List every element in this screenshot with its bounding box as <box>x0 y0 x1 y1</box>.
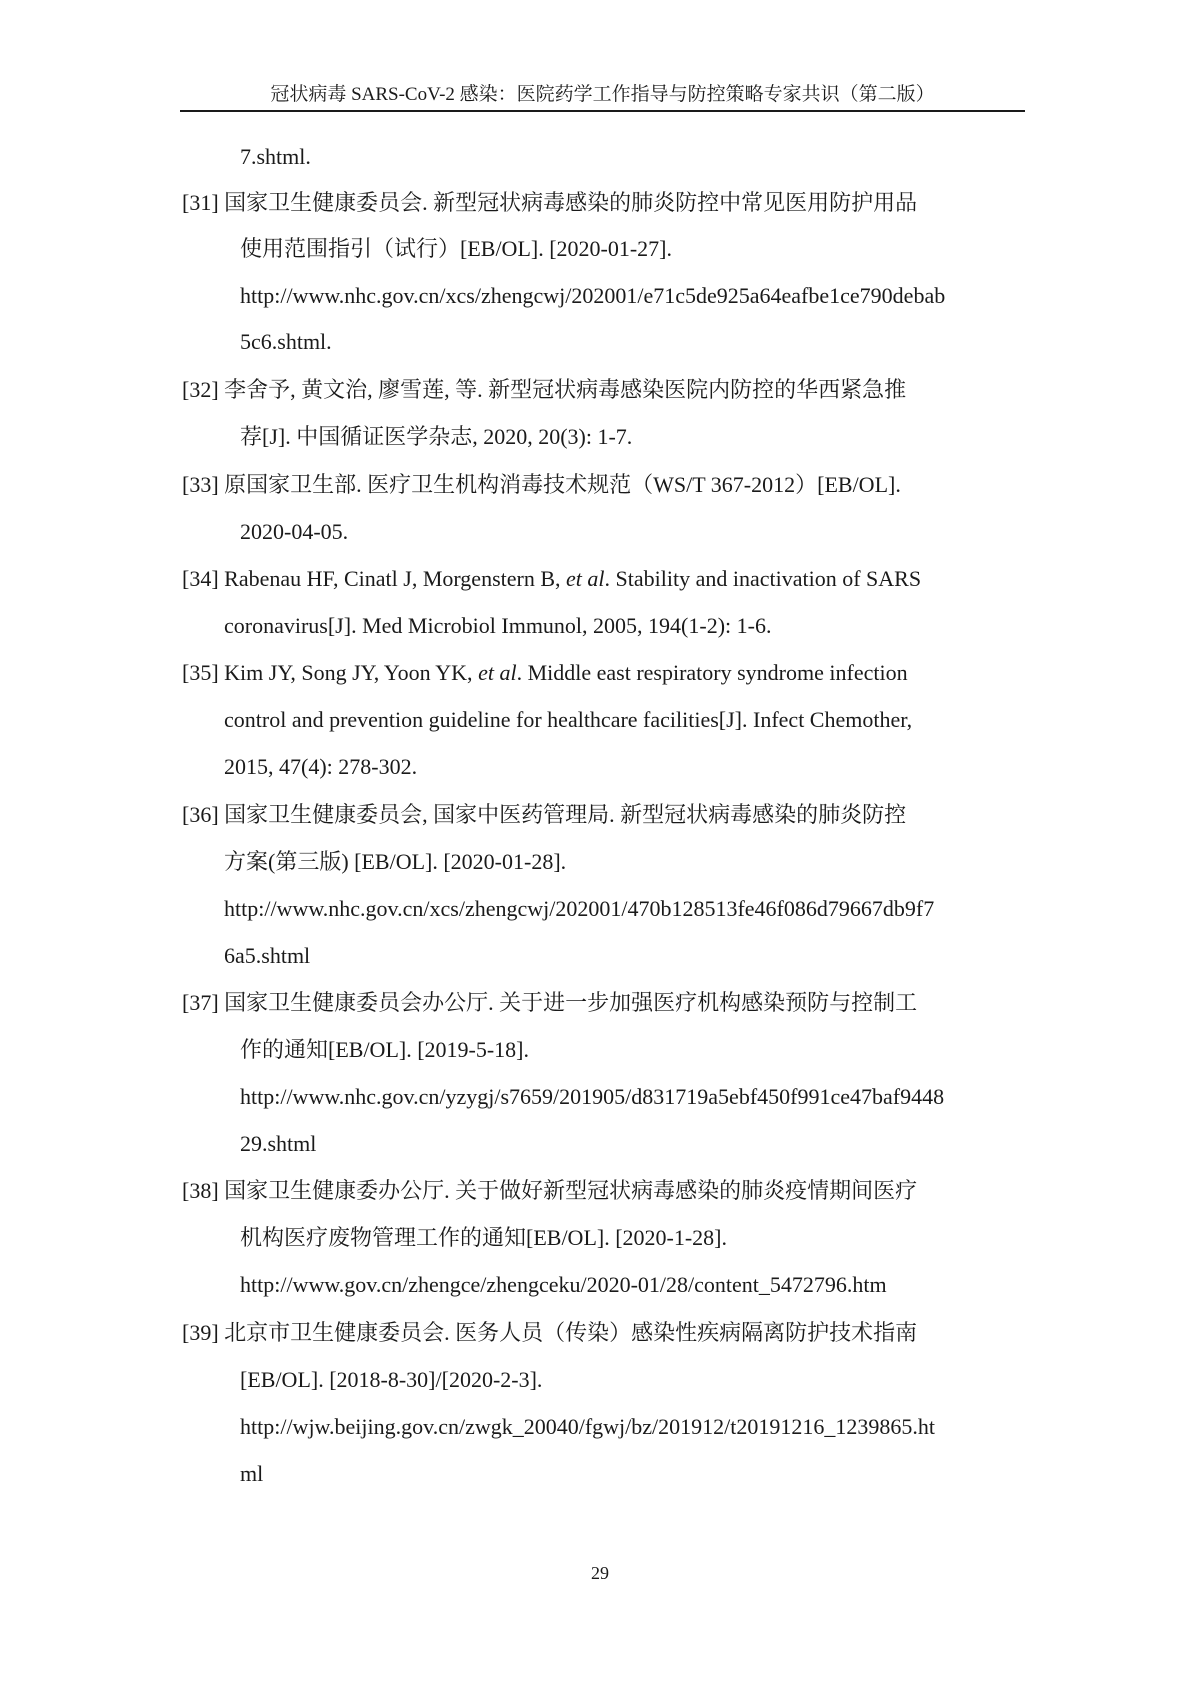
ref-34-line-1 <box>182 564 921 594</box>
ref-33-line-1: [33] 原国家卫生部. 医疗卫生机构消毒技术规范（WS/T 367-2012）[EB/OL]. <box>182 472 901 497</box>
ref-36-line-2: 方案(第三版) [EB/OL]. [2020-01-28]. <box>224 849 567 874</box>
ref-34-etal: et al <box>566 566 605 591</box>
ref-31-line-2: 使用范围指引（试行）[EB/OL]. [2020-01-27]. <box>240 236 673 261</box>
ref-37-line-2: 作的通知[EB/OL]. [2019-5-18]. <box>240 1037 530 1062</box>
ref-35-line-2: control and prevention guideline for healthcare facilities[J]. Infect Chemother, <box>224 707 913 732</box>
ref-35-title: . Middle east respiratory syndrome infection <box>516 660 908 685</box>
ref-36-url: http://www.nhc.gov.cn/xcs/zhengcwj/202001/470b128513fe46f086d79667db9f7 <box>224 896 935 921</box>
ref-36-line-1: [36] 国家卫生健康委员会, 国家中医药管理局. 新型冠状病毒感染的肺炎防控 <box>182 802 907 827</box>
ref-34-authors: [34] Rabenau HF, Cinatl J, Morgenstern B, <box>182 566 567 591</box>
ref-37-url: http://www.nhc.gov.cn/yzygj/s7659/201905/d831719a5ebf450f991ce47baf9448 <box>240 1084 945 1109</box>
ref-39-line-1: [39] 北京市卫生健康委员会. 医务人员（传染）感染性疾病隔离防护技术指南 <box>182 1320 918 1345</box>
ref-35-line-1 <box>182 658 908 688</box>
ref-37-line-1: [37] 国家卫生健康委员会办公厅. 关于进一步加强医疗机构感染预防与控制工 <box>182 990 918 1015</box>
ref-31-url: http://www.nhc.gov.cn/xcs/zhengcwj/202001/e71c5de925a64eafbe1ce790debab <box>240 283 946 308</box>
ref-39-url: http://wjw.beijing.gov.cn/zwgk_20040/fgwj/bz/201912/t20191216_1239865.ht <box>240 1414 935 1439</box>
ref-32-line-1: [32] 李舍予, 黄文治, 廖雪莲, 等. 新型冠状病毒感染医院内防控的华西紧急推 <box>182 377 907 402</box>
ref-34-title: . Stability and inactivation of SARS <box>604 566 922 591</box>
ref-31-line-1: [31] 国家卫生健康委员会. 新型冠状病毒感染的肺炎防控中常见医用防护用品 <box>182 190 918 215</box>
ref-35-authors: [35] Kim JY, Song JY, Yoon YK, <box>182 660 479 685</box>
ref-32-line-2: 荐[J]. 中国循证医学杂志, 2020, 20(3): 1-7. <box>240 424 633 449</box>
page-number: 29 <box>591 1563 609 1583</box>
ref-39-line-2: [EB/OL]. [2018-8-30]/[2020-2-3]. <box>240 1367 543 1392</box>
ref-31-url-end: 5c6.shtml. <box>240 329 332 354</box>
ref-33-line-2: 2020-04-05. <box>240 519 349 544</box>
running-header: 冠状病毒 SARS-CoV-2 感染：医院药学工作指导与防控策略专家共识（第二版） <box>270 84 935 105</box>
ref-35-line-3: 2015, 47(4): 278-302. <box>224 754 418 779</box>
ref-30-continuation: 7.shtml. <box>240 144 311 169</box>
ref-38-url: http://www.gov.cn/zhengce/zhengceku/2020-01/28/content_5472796.htm <box>240 1272 887 1297</box>
ref-35-etal: et al <box>478 660 517 685</box>
ref-39-url-end: ml <box>240 1461 264 1486</box>
ref-38-line-2: 机构医疗废物管理工作的通知[EB/OL]. [2020-1-28]. <box>240 1225 728 1250</box>
ref-38-line-1: [38] 国家卫生健康委办公厅. 关于做好新型冠状病毒感染的肺炎疫情期间医疗 <box>182 1178 918 1203</box>
ref-37-url-end: 29.shtml <box>240 1131 317 1156</box>
ref-34-line-2: coronavirus[J]. Med Microbiol Immunol, 2005, 194(1-2): 1-6. <box>224 613 772 638</box>
ref-36-url-end: 6a5.shtml <box>224 943 311 968</box>
